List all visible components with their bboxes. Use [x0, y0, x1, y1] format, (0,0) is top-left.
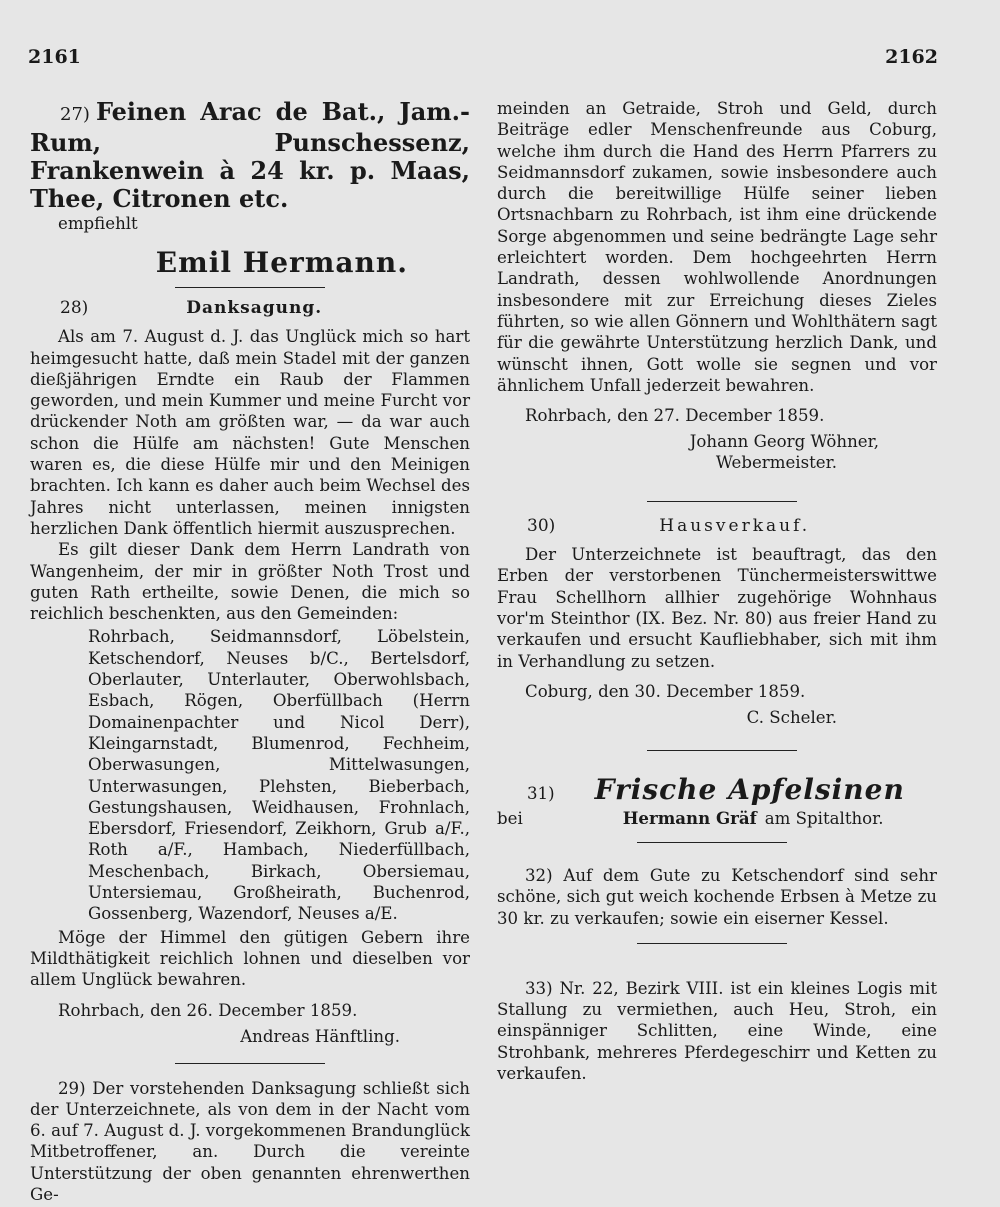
ad-30	[497, 516, 937, 751]
ad-30-signature: C. Scheler.	[746, 707, 837, 727]
ad-29-continuation	[497, 98, 937, 502]
divider	[637, 943, 787, 944]
ad-29-signature-title: Webermeister.	[715, 453, 837, 473]
page-number-right: 2162	[885, 46, 938, 68]
ad-31	[497, 773, 937, 843]
ad-28	[30, 298, 470, 1063]
ad-27-number: 27)	[60, 104, 90, 125]
ad-30-number: 30)	[527, 516, 556, 537]
ad-32	[497, 865, 937, 944]
ad-31-name: Hermann Gräf	[622, 807, 757, 828]
ad-33	[497, 978, 937, 1084]
ad-31-number: 31)	[527, 783, 555, 803]
ad-33-text: Nr. 22, Bezirk VIII. ist ein kleines Logis mit Stallung zu vermiethen, auch Heu, Stroh, ein einspänniger Schlitten, eine Winde, eine Strohbank, mehreres Pferdegeschirr und Ketten zu verkaufen.	[497, 978, 937, 1084]
ad-27-text: Feinen Arac de Bat., Jam.-Rum, Punschessenz, Frankenwein à 24 kr. p. Maas, Thee, Citronen etc.	[30, 97, 470, 213]
ad-29-text-right: meinden an Getraide, Stroh und Geld, durch Beiträge edler Menschenfreunde aus Coburg, welche ihm durch die Hand des Herrn Pfarrers zu Seidmannsdorf zukamen, sowie insbesondere auch durch die bereitwillige Hülfe seiner lieben Ortsnachbarn zu Rohrbach, ist ihm eine drückende Sorge abgenommen und seine bedrängte Lage sehr erleichtert worden. Dem hochgeehrten Herrn Landrath, dessen wohlwollende Anordnungen insbesondere mit zur Erreichung dieses Zieles führten, so wie allen Gönnern und Wohlthätern sagt für die gewährte Unterstützung herzlich Dank, und wünscht ihnen, Gott wolle sie segnen und vor ähnlichem Unfall jederzeit bewahren.	[497, 99, 937, 395]
ad-33-number: 33)	[525, 978, 553, 998]
ad-29-signature-name: Johann Georg Wöhner,	[689, 432, 879, 452]
ad-28-number: 28)	[60, 298, 89, 319]
ad-27	[30, 98, 470, 288]
ad-31-prefix: bei	[497, 808, 523, 828]
ad-28-paragraph-1: Als am 7. August d. J. das Unglück mich so hart heimgesucht hatte, daß mein Stadel mit der ganzen dießjährigen Erndte ein Raub der Flammen geworden, und mein Kummer und meine Furcht vor drückender Noth am größten war, — da war auch schon die Hülfe am nächsten! Gute Menschen waren es, die diese Hülfe mir und den Meinigen brachten. Ich kann es daher auch beim Wechsel des Jahres nicht unterlassen, meinen innigsten herzlichen Dank öffentlich hiermit auszusprechen.	[30, 327, 470, 538]
divider	[647, 501, 797, 502]
divider	[175, 1063, 325, 1064]
ad-27-name: Emil Hermann.	[155, 246, 408, 280]
ad-28-heading: Danksagung.	[186, 298, 323, 319]
ad-29-number: 29)	[58, 1078, 86, 1098]
ad-29-text-left: Der vorstehenden Danksagung schließt sich der Unterzeichnete, als von dem in der Nacht vom 6. auf 7. August d. J. vorgekommenen Brandunglück Mitbetroffener, an. Durch die vereinte Unterstützung der oben genannten ehrenwerthen Ge-	[30, 1078, 470, 1204]
divider	[175, 287, 325, 288]
ad-28-paragraph-3: Möge der Himmel den gütigen Gebern ihre Mildthätigkeit reichlich lohnen und dieselben vor allem Unglück bewahren.	[30, 927, 470, 990]
left-column	[30, 98, 470, 1205]
ad-28-places: Rohrbach, Seidmannsdorf, Löbelstein, Ketschendorf, Neuses b/C., Bertelsdorf, Oberlauter, Unterlauter, Oberwohlsbach, Esbach, Rögen, Oberfüllbach (Herrn Domainenpachter und Nicol Derr), Kleingarnstadt, Blumenrod, Fechheim, Oberwasungen, Mittelwasungen, Unterwasungen, Plehsten, Bieberbach, Gestungshausen, Weidhausen, Frohnlach, Ebersdorf, Friesendorf, Zeikhorn, Grub a/F., Roth a/F., Hambach, Niederfüllbach, Meschenbach, Birkach, Obersiemau, Untersiemau, Großheirath, Buchenrod, Gossenberg, Wazendorf, Neuses a/E.	[88, 627, 470, 924]
ad-29-dateline: Rohrbach, den 27. December 1859.	[525, 406, 825, 426]
ad-29-start	[30, 1078, 470, 1206]
ad-28-dateline: Rohrbach, den 26. December 1859.	[58, 1000, 358, 1020]
ad-30-dateline: Coburg, den 30. December 1859.	[525, 681, 806, 701]
ad-28-signature: Andreas Hänftling.	[240, 1026, 400, 1046]
right-column	[497, 98, 937, 1084]
divider	[637, 842, 787, 843]
page-number-left: 2161	[28, 46, 81, 68]
divider	[647, 750, 797, 751]
ad-27-recommends: empfiehlt	[58, 214, 138, 233]
ad-31-suffix: am Spitalthor.	[764, 808, 884, 828]
ad-31-title: Frische Apfelsinen	[594, 772, 905, 806]
ad-32-text: Auf dem Gute zu Ketschendorf sind sehr schöne, sich gut weich kochende Erbsen à Metze zu 30 kr. zu verkaufen; sowie ein eiserner Kessel.	[497, 865, 937, 928]
ad-32-number: 32)	[525, 865, 553, 885]
ad-30-heading: Hausverkauf.	[659, 516, 811, 537]
ad-30-text: Der Unterzeichnete ist beauftragt, das den Erben der verstorbenen Tünchermeisterswittwe Frau Schellhorn allhier zugehörige Wohnhaus vor'm Steinthor (IX. Bez. Nr. 80) aus freier Hand zu verkaufen und ersucht Kaufliebhaber, sich mit ihm in Verhandlung zu setzen.	[497, 545, 937, 671]
ad-28-paragraph-2: Es gilt dieser Dank dem Herrn Landrath von Wangenheim, der mir in größter Noth Trost und guten Rath ertheilte, sowie Denen, die mich so reichlich beschenkten, aus den Gemeinden:	[30, 540, 470, 624]
